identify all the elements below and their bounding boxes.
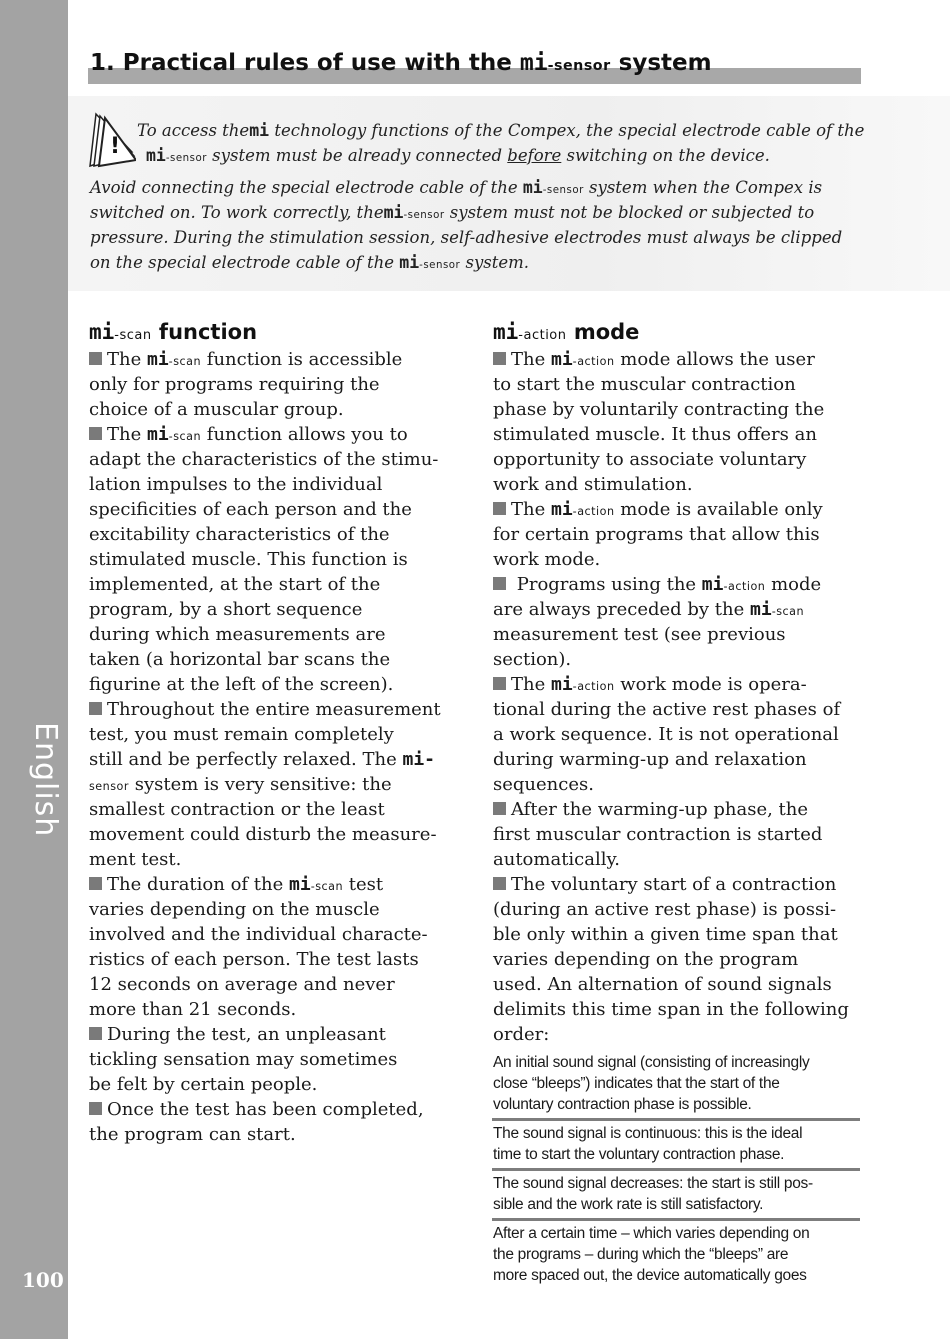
paragraph-line: smallest contraction or the least: [89, 799, 385, 820]
paragraph-line: a work sequence. It is not operational: [493, 724, 839, 745]
sound-signal-line: An initial sound signal (consisting of increasingly: [493, 1054, 810, 1071]
mi-scan-heading: mi-scan function: [89, 320, 258, 344]
sound-signal-line: After a certain time – which varies depending on: [493, 1225, 810, 1242]
paragraph-line: automatically.: [493, 849, 621, 870]
bullet-square-icon: [493, 677, 506, 690]
paragraph-line: movement could disturb the measure-: [89, 824, 437, 845]
paragraph-line: sequences.: [493, 774, 594, 795]
paragraph-line: for certain programs that allow this: [493, 524, 820, 545]
paragraph-line: only for programs requiring the: [89, 374, 380, 395]
paragraph-line: The voluntary start of a contraction: [493, 872, 836, 897]
paragraph-line: sensor system is very sensitive: the: [89, 774, 392, 795]
paragraph-line: phase by voluntarily contracting the: [493, 399, 825, 420]
paragraph-line: tional during the active rest phases of: [493, 699, 841, 720]
paragraph-line: test, you must remain completely: [89, 724, 394, 745]
bullet-square-icon: [89, 702, 102, 715]
bullet-square-icon: [493, 877, 506, 890]
paragraph-line: are always preceded by the mi-scan: [493, 599, 805, 620]
page-title: 1. Practical rules of use with the mi-sensor system: [90, 50, 712, 76]
warning-line: mi-sensor system must be already connected before switching on the device.: [146, 146, 770, 165]
paragraph-line: opportunity to associate voluntary: [493, 449, 807, 470]
paragraph-line: Throughout the entire measurement: [89, 697, 441, 722]
paragraph-line: taken (a horizontal bar scans the: [89, 649, 391, 670]
paragraph-line: The mi-action work mode is opera-: [493, 672, 807, 699]
paragraph-line: ble only within a given time span that: [493, 924, 838, 945]
sound-signal-line: time to start the voluntary contraction phase.: [493, 1146, 785, 1163]
bullet-square-icon: [89, 877, 102, 890]
paragraph-line: The mi-scan function allows you to: [89, 422, 408, 449]
paragraph-line: section).: [493, 649, 572, 670]
warning-line: To access themi technology functions of the Compex, the special electrode cable of the: [137, 121, 865, 140]
paragraph-line: first muscular contraction is started: [493, 824, 823, 845]
paragraph-line: to start the muscular contraction: [493, 374, 796, 395]
paragraph-line: work mode.: [493, 549, 601, 570]
paragraph-line: still and be perfectly relaxed. The mi-: [89, 749, 435, 770]
bullet-square-icon: [493, 577, 506, 590]
paragraph-line: during warming-up and relaxation: [493, 749, 807, 770]
paragraph-line: choice of a muscular group.: [89, 399, 344, 420]
paragraph-line: more than 21 seconds.: [89, 999, 297, 1020]
paragraph-line: Once the test has been completed,: [89, 1097, 424, 1122]
bullet-square-icon: [493, 802, 506, 815]
paragraph-line: varies depending on the muscle: [89, 899, 380, 920]
paragraph-line: lation impulses to the individual: [89, 474, 383, 495]
paragraph-line: The mi-scan function is accessible: [89, 347, 402, 374]
paragraph-line: work and stimulation.: [493, 474, 693, 495]
paragraph-line: program, by a short sequence: [89, 599, 363, 620]
bullet-square-icon: [493, 502, 506, 515]
paragraph-line: The mi-action mode is available only: [493, 497, 823, 524]
paragraph-line: ristics of each person. The test lasts: [89, 949, 419, 970]
paragraph-line: After the warming-up phase, the: [493, 797, 808, 822]
svg-text:!: !: [110, 134, 121, 159]
paragraph-line: during which measurements are: [89, 624, 386, 645]
warning-triangle-icon: [86, 108, 136, 170]
paragraph-line: The duration of the mi-scan test: [89, 872, 383, 899]
mi-action-heading: mi-action mode: [493, 320, 640, 344]
sound-signal-line: the programs – during which the “bleeps” are: [493, 1246, 789, 1263]
paragraph-line: figurine at the left of the screen).: [89, 674, 394, 695]
paragraph-line: tickling sensation may sometimes: [89, 1049, 398, 1070]
paragraph-line: used. An alternation of sound signals: [493, 974, 832, 995]
bullet-square-icon: [89, 1027, 102, 1040]
paragraph-line: ment test.: [89, 849, 182, 870]
paragraph-line: order:: [493, 1024, 550, 1045]
sound-signal-line: voluntary contraction phase is possible.: [493, 1096, 752, 1113]
sound-signal-line: The sound signal is continuous: this is the ideal: [493, 1125, 803, 1142]
paragraph-line: stimulated muscle. It thus offers an: [493, 424, 817, 445]
sound-signal-line: The sound signal decreases: the start is still pos-: [493, 1175, 813, 1192]
warning-line: switched on. To work correctly, themi-sensor system must not be blocked or subjected to: [90, 203, 815, 222]
page-number: 100: [22, 1268, 64, 1292]
language-label: English: [28, 722, 63, 838]
paragraph-line: the program can start.: [89, 1124, 296, 1145]
sound-signal-line: more spaced out, the device automatically goes: [493, 1267, 807, 1284]
paragraph-line: implemented, at the start of the: [89, 574, 381, 595]
warning-line: pressure. During the stimulation session, self-adhesive electrodes must always be clipped: [90, 228, 843, 247]
paragraph-line: (during an active rest phase) is possi-: [493, 899, 837, 920]
paragraph-line: adapt the characteristics of the stimu-: [89, 449, 439, 470]
paragraph-line: varies depending on the program: [493, 949, 799, 970]
paragraph-line: Programs using the mi-action mode: [493, 572, 821, 599]
paragraph-line: measurement test (see previous: [493, 624, 786, 645]
warning-line: Avoid connecting the special electrode cable of the mi-sensor system when the Compex is: [90, 178, 823, 197]
signal-separator: [492, 1218, 860, 1221]
paragraph-line: The mi-action mode allows the user: [493, 347, 815, 374]
bullet-square-icon: [89, 352, 102, 365]
signal-separator: [492, 1168, 860, 1171]
sound-signal-line: close “bleeps”) indicates that the start of the: [493, 1075, 780, 1092]
sound-signal-line: sible and the work rate is still satisfactory.: [493, 1196, 764, 1213]
sidebar: [0, 0, 68, 1339]
bullet-square-icon: [89, 427, 102, 440]
bullet-square-icon: [89, 1102, 102, 1115]
paragraph-line: specificities of each person and the: [89, 499, 412, 520]
paragraph-line: 12 seconds on average and never: [89, 974, 395, 995]
signal-separator: [492, 1118, 860, 1121]
bullet-square-icon: [493, 352, 506, 365]
paragraph-line: involved and the individual characte-: [89, 924, 428, 945]
warning-line: on the special electrode cable of the mi-sensor system.: [90, 253, 530, 272]
paragraph-line: excitability characteristics of the: [89, 524, 390, 545]
paragraph-line: be felt by certain people.: [89, 1074, 318, 1095]
paragraph-line: During the test, an unpleasant: [89, 1022, 386, 1047]
paragraph-line: delimits this time span in the following: [493, 999, 849, 1020]
paragraph-line: stimulated muscle. This function is: [89, 549, 408, 570]
